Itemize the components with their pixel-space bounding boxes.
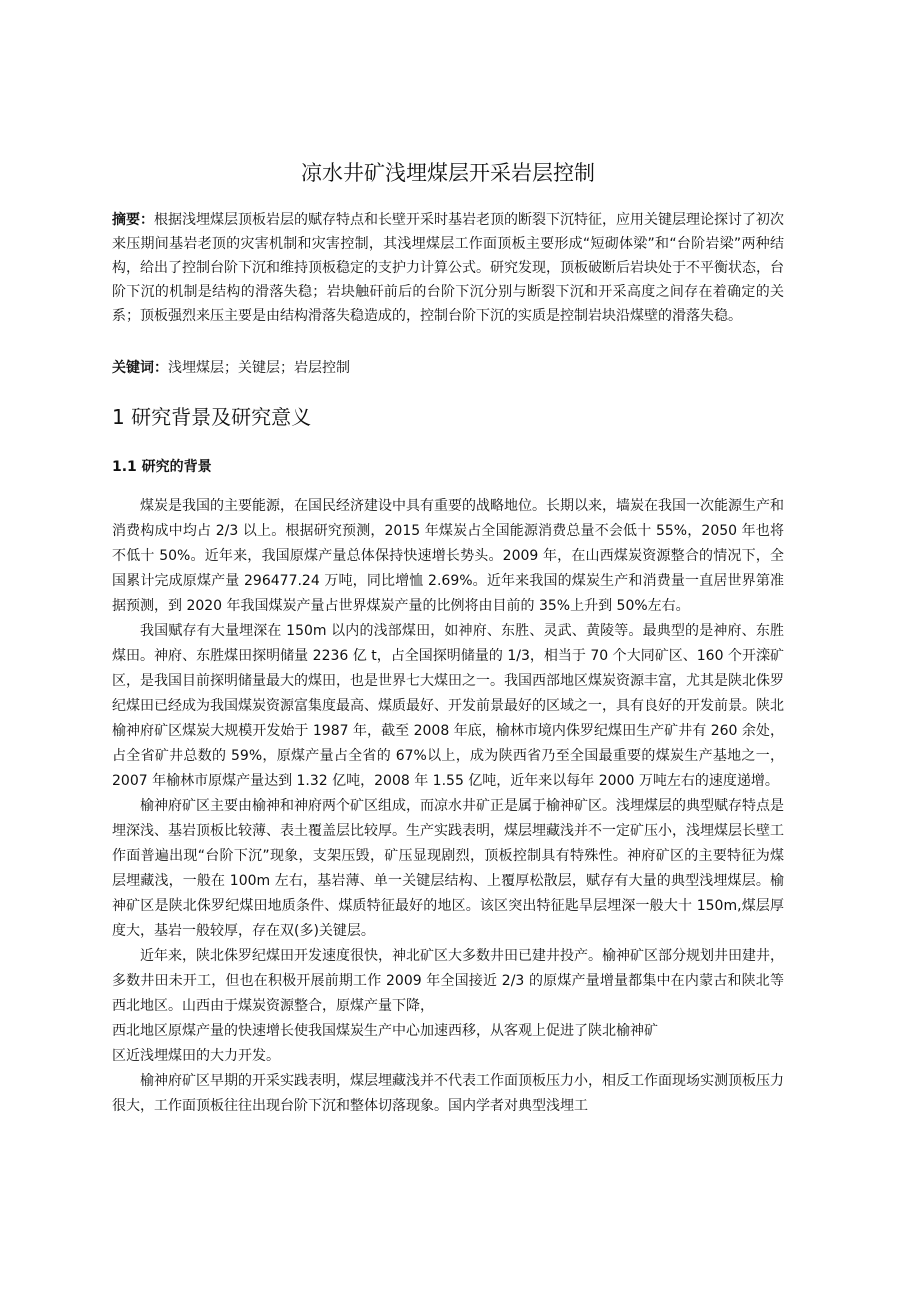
paragraph: 煤炭是我国的主要能源，在国民经济建设中具有重要的战略地位。长期以来，墙炭在我国一次能源生产和消费构成中均占 2/3 以上。根据研究预测，2015 年煤炭占全国能源消费总量不会低十 55%，2050 年也将不低十 50%。近年来，我国原煤产量总体保持快速增长势头。2009 年，在山西煤炭资源整合的情况下，全国累计完成原煤产量 296477.24 万吨，同比增恤 2.69%。近年来我国的煤炭生产和消费量一直居世界第准据预测，到 2020 年我国煤炭产量占世界煤炭产量的比例将由目前的 35%上升到 50%左右。	[112, 498, 784, 614]
paragraph: 榆神府矿区主要由榆神和神府两个矿区组成，而凉水井矿正是属于榆神矿区。浅埋煤层的典型赋存特点是埋深浅、基岩顶板比较薄、表土覆盖层比较厚。生产实践表明，煤层埋藏浅并不一定矿压小，浅埋煤层长壁工作面普遍出现“台阶下沉”现象，支架压毁，矿压显现剧烈，顶板控制具有特殊性。神府矿区的主要特征为煤层埋藏浅，一般在 100m 左右，基岩薄、单一关键层结构、上覆厚松散层，赋存有大量的典型浅埋煤层。榆神矿区是陕北侏罗纪煤田地质条件、煤质特征最好的地区。该区突出特征匙旱层埋深一般大十 150m,煤层厚度大，基岩一般较厚，存在双(多)关键层。	[112, 798, 784, 939]
body-text	[112, 494, 784, 1119]
abstract-label: 摘要：	[112, 212, 154, 228]
keywords-label: 关键词：	[112, 360, 168, 376]
keywords	[112, 356, 784, 380]
paragraph-line: 区近浅埋煤田的大力开发。	[112, 1048, 280, 1064]
paragraph: 我国赋存有大量埋深在 150m 以内的浅部煤田，如神府、东胜、灵武、黄陵等。最典型的是神府、东胜煤田。神府、东胜煤田探明储量 2236 亿 t，占全国探明储量的 1/3，相当于 70 个大同矿区、160 个开滦矿区，是我国目前探明储量最大的煤田，也是世界七大煤田之一。我国西部地区煤炭资源丰富，尤其是陕北侏罗纪煤田已经成为我国煤炭资源富集度最高、煤质最好、开发前景最好的区域之一，具有良好的开发前景。陕北榆神府矿区煤炭大规模开发始于 1987 年，截至 2008 年底，榆林市境内侏罗纪煤田生产矿井有 260 余处，占全省矿井总数的 59%，原煤产量占全省的 67%以上，成为陕西省乃至全国最重要的煤炭生产基地之一，2007 年榆林市原煤产量达到 1.32 亿吨，2008 年 1.55 亿吨，近年来以每年 2000 万吨左右的速度递增。	[112, 623, 784, 789]
abstract-text: 根据浅埋煤层顶板岩层的赋存特点和长壁开采时基岩老顶的断裂下沉特征，应用关键层理论探讨了初次来压期间基岩老顶的灾害机制和灾害控制，其浅埋煤层工作面顶板主要形成“短砌体梁”和“台阶岩梁”两种结构，给出了控制台阶下沉和维持顶板稳定的支护力计算公式。研究发现，顶板破断后岩块处于不平衡状态，台阶下沉的机制是结构的滑落失稳；岩块触矸前后的台阶下沉分别与断裂下沉和开采高度之间存在着确定的关系；顶板强烈来压主要是由结构滑落失稳造成的，控制台阶下沉的实质是控制岩块沿煤壁的滑落失稳。	[112, 212, 784, 324]
paragraph	[112, 944, 784, 1069]
abstract	[112, 208, 784, 328]
keywords-text: 浅埋煤层；关键层；岩层控制	[168, 360, 350, 376]
section-heading: 1 研究背景及研究意义	[112, 405, 312, 429]
paragraph: 榆神府矿区早期的开采实践表明，煤层埋藏浅并不代表工作面顶板压力小，相反工作面现场实测顶板压力很大，工作面顶板往往出现台阶下沉和整体切落现象。国内学者对典型浅埋工	[112, 1073, 784, 1114]
paragraph-line: 西北地区原煤产量的快速增长使我国煤炭生产中心加速西移，从客观上促进了陕北榆神矿	[112, 1023, 658, 1039]
page-title: 凉水井矿浅埋煤层开采岩层控制	[301, 161, 595, 185]
subsection-heading: 1.1 研究的背景	[112, 459, 212, 475]
paragraph-line: 近年来，陕北侏罗纪煤田开发速度很快，神北矿区大多数井田已建井投产。榆神矿区部分规划井田建井，多数井田未开工，但也在积极开展前期工作 2009 年全国接近 2/3 的原煤产量增量都集中在内蒙古和陕北等西北地区。山西由于煤炭资源整合，原煤产量下降，	[112, 948, 784, 1014]
